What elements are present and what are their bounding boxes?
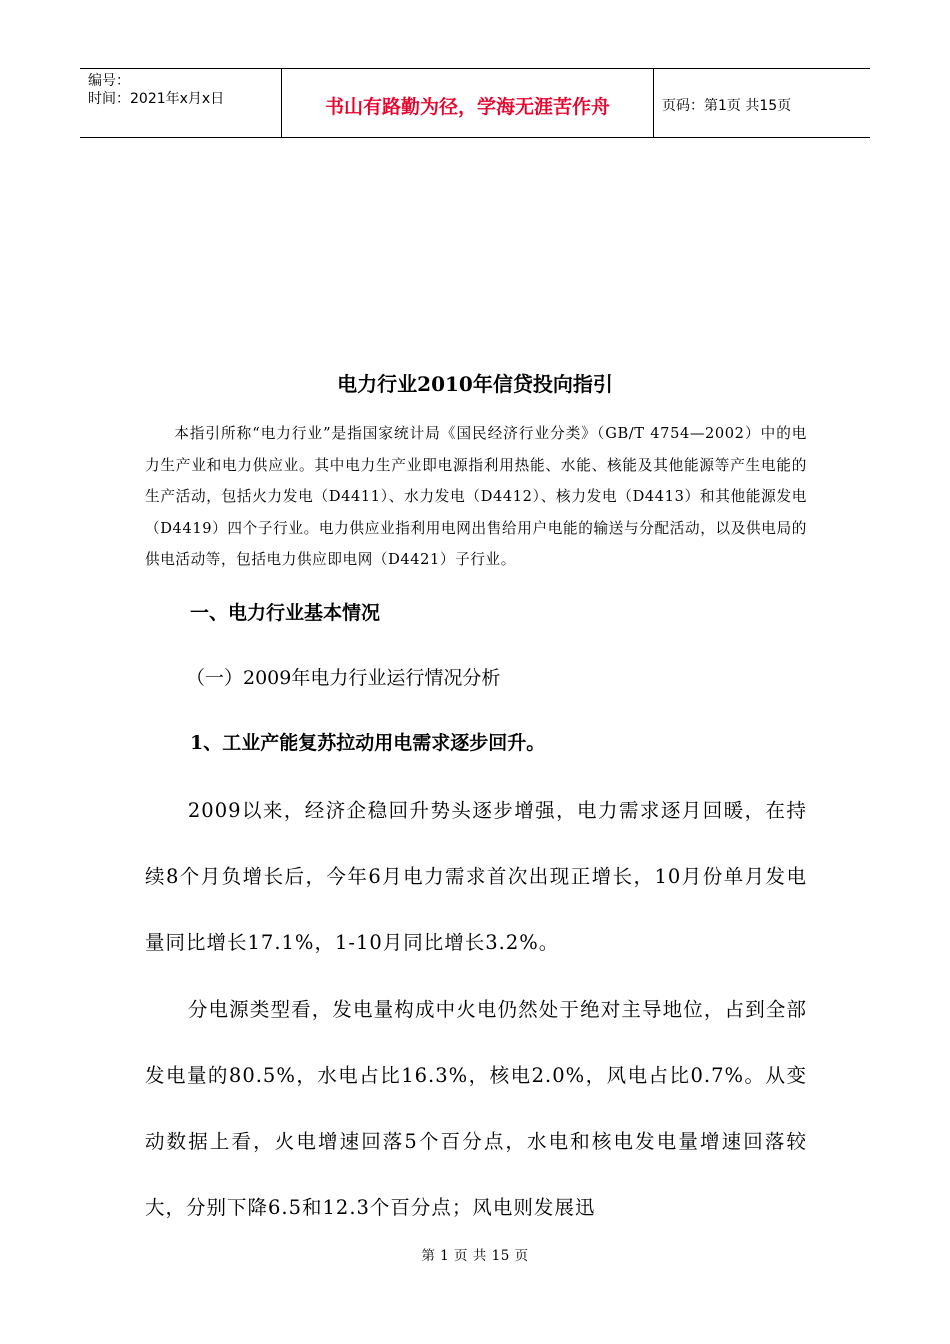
time-label: 时间：2021年x月x日 xyxy=(88,91,225,107)
page-footer: 第 1 页 共 15 页 xyxy=(421,1248,529,1264)
header-meta-cell xyxy=(80,69,282,137)
header-motto-cell xyxy=(282,69,654,137)
body-paragraph-1: 2009以来，经济企稳回升势头逐步增强，电力需求逐月回暖，在持续8个月负增长后，今年6月电力需求首次出现正增长，10月份单月发电量同比增长17.1%，1-10月同比增长3.2%。 xyxy=(145,799,807,954)
body-paragraph-2: 分电源类型看，发电量构成中火电仍然处于绝对主导地位，占到全部发电量的80.5%，水电占比16.3%，核电2.0%，风电占比0.7%。从变动数据上看，火电增速回落5个百分点，水电和核电发电量增速回落较大，分别下降6.5和12.3个百分点；风电则发展迅 xyxy=(145,998,807,1219)
header-page-cell xyxy=(654,69,870,137)
document-title: 电力行业2010年信贷投向指引 xyxy=(337,372,613,396)
page-info: 页码：第1页 共15页 xyxy=(662,98,792,114)
intro-paragraph: 本指引所称“电力行业”是指国家统计局《国民经济行业分类》（GB/T 4754—2002）中的电力生产业和电力供应业。其中电力生产业即电源指利用热能、水能、核能及其他能源等产生电能的生产活动，包括火力发电（D4411）、水力发电（D4412）、核力发电（D4413）和其他能源发电（D4419）四个子行业。电力供应业指利用电网出售给用户电能的输送与分配活动，以及供电局的供电活动等，包括电力供应即电网（D4421）子行业。 xyxy=(145,425,807,568)
item-heading: 1、工业产能复苏拉动用电需求逐步回升。 xyxy=(190,732,546,754)
subsection-heading: （一）2009年电力行业运行情况分析 xyxy=(186,667,501,689)
motto-text: 书山有路勤为径，学海无涯苦作舟 xyxy=(324,95,610,118)
section-heading: 一、电力行业基本情况 xyxy=(190,602,381,624)
header-table xyxy=(80,68,870,138)
number-label: 编号： xyxy=(88,73,130,89)
